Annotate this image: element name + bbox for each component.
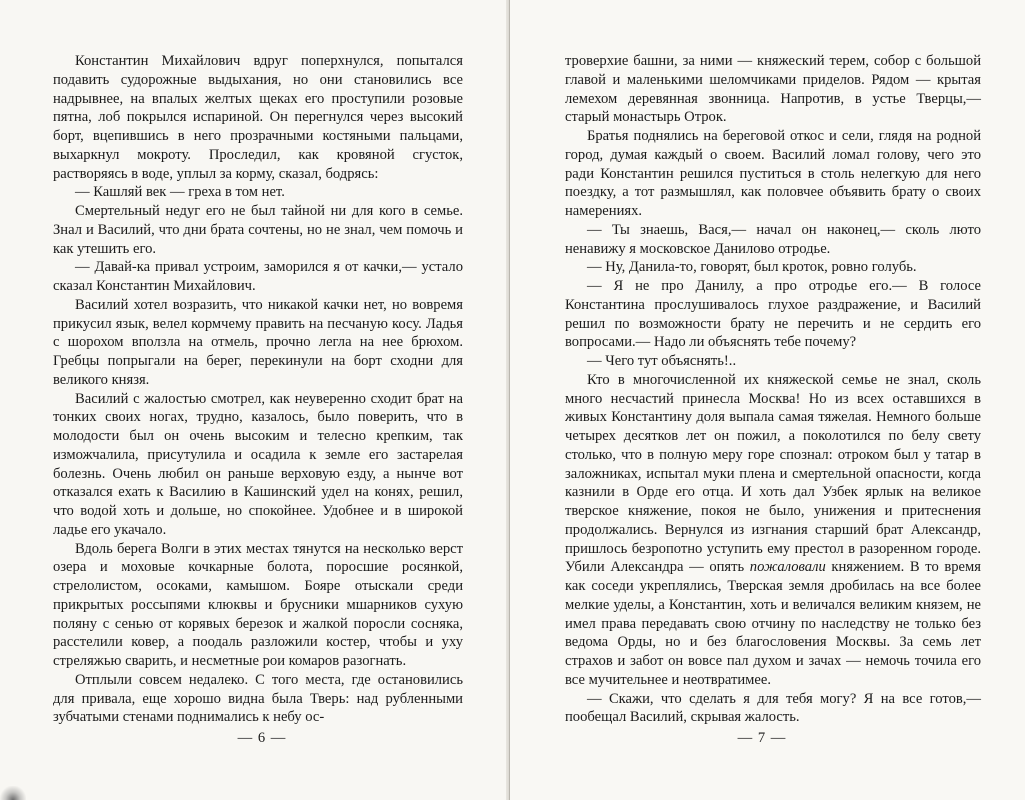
paragraph: — Скажи, что сделать я для тебя могу? Я на все готов,— пообещал Василий, скрывая жалость. bbox=[565, 690, 981, 726]
page-number-left: — 6 — bbox=[237, 730, 287, 746]
scan-smudge bbox=[0, 786, 26, 800]
left-page-text bbox=[53, 52, 463, 727]
page-number-right: — 7 — bbox=[737, 730, 787, 746]
right-page-text bbox=[565, 52, 981, 727]
paragraph: — Ну, Данила-то, говорят, был кроток, ровно голубь. bbox=[587, 259, 917, 276]
paragraph: Братья поднялись на береговой откос и сели, глядя на родной город, думая каждый о своем. Василий ломал голову, чего это ради Константин решился пуститься в столь нелегкую для него поездку, а тот размышлял, как половчее объявить брату о своих намерениях. bbox=[565, 128, 981, 219]
italic-phrase: пожаловали bbox=[749, 559, 826, 576]
paragraph: — Ты знаешь, Вася,— начал он наконец,— сколь люто ненавижу я московское Данилово отродье. bbox=[565, 221, 981, 257]
paragraph: — Давай-ка привал устроим, заморился я от качки,— устало сказал Константин Михайлович. bbox=[53, 259, 463, 294]
paragraph: Василий с жалостью смотрел, как неуверенно сходит брат на тонких своих ногах, трудно, казалось, было поверить, что в молодости был он очень высоким и телесно крепким, так изможчалила, присутулила и осадила к земле его застарелая болезнь. Очень любил он раньше верховую езду, а нынче вот отказался ехать к Василию в Кашинский удел на конях, решил, что водой хоть и дольше, но спокойнее. Удобнее и в широкой ладье его укачало. bbox=[53, 390, 463, 538]
paragraph: — Я не про Данилу, а про отродье его.— В голосе Константина прослушивалось глухое раздражение, и Василий решил по возможности брату не перечить и не сердить его вопросами.— Надо ли объяснять тебе почему? bbox=[565, 278, 981, 351]
left-page bbox=[0, 0, 510, 800]
paragraph-segment: Кто в многочисленной их княжеской семье не знал, сколь много несчастий принесла Москва! Но из всех оставшихся в живых Константину доля выпала самая тяжелая. Немного больше четырех десятков лет он пожил, а поколотился по белу свету столько, что в полную меру горе спознал: отроком был у татар в заложниках, испытал муки плена и смертельной опасности, когда казнили в Орде его отца. И хоть дал Узбек ярлык на великое тверское княжение, покоя не было, унижения и притеснения продолжались. Вернулся из изгнания старший брат Александр, пришлось безропотно уступить ему престол в разоренном городе. Убили Александра — опять bbox=[565, 371, 981, 576]
paragraph-continued: троверхие башни, за ними — княжеский терем, собор с большой главой и маленькими шеломчиками приделов. Рядом — крытая лемехом деревянная звонница. Напротив, в устье Тверцы,— старый монастырь Отрок. bbox=[565, 53, 981, 126]
right-page bbox=[510, 0, 1025, 800]
paragraph: Вдоль берега Волги в этих местах тянутся на несколько верст озера и моховые кочкарные болота, поросшие росянкой, стрелолистом, осоками, камышом. Бояре отыскали среди прикрытых россыпями клюквы и брусники мшарников сухую поляну с сенью от корявых березок и жалкой поросли сосняка, расстелили ковер, а поодаль разложили костер, чтобы и уху стреляжью сварить, и несметные рои комаров разогнать. bbox=[53, 540, 463, 669]
paragraph: Василий хотел возразить, что никакой качки нет, но вовремя прикусил язык, велел кормчему править на песчаную косу. Ладья с шорохом вползла на отмель, прочно легла на нее брюхом. Гребцы попрыгали на берег, перекинули на борт сходни для великого князя. bbox=[53, 296, 463, 388]
paragraph-segment: княжением. В то время как соседи укреплялись, Тверская земля дробилась на все более мелкие уделы, а Константин, хоть и величался великим князем, не имел права передавать свою отчину по наследству не только без ведома Орды, но и без благословения Москвы. За семь лет страхов и забот он вовсе пал духом и зачах — немочь точила его все мучительнее и неотвратимее. bbox=[565, 559, 981, 688]
paragraph: — Кашляй век — греха в том нет. bbox=[75, 184, 285, 201]
paragraph: — Чего тут объяснять!.. bbox=[587, 353, 737, 369]
paragraph: Смертельный недуг его не был тайной ни для кого в семье. Знал и Василий, что дни брата сочтены, но не знал, чем помочь и как утешить его. bbox=[53, 203, 463, 257]
paragraph bbox=[565, 371, 981, 690]
paragraph: Отплыли совсем недалеко. С того места, где остановились для привала, еще хорошо видна была Тверь: над рубленными зубчатыми стенами поднимались к небу ос- bbox=[53, 671, 463, 726]
paragraph: Константин Михайлович вдруг поперхнулся, попытался подавить судорожные выдыхания, но они становились все надрывнее, на впалых желтых щеках его проступили розовые пятна, лоб покрылся испариной. Он перегнулся через высокий борт, вцепившись в него прозрачными костяными пальцами, выхаркнул мокроту. Проследил, как кровяной сгусток, растворяясь в воде, уплыл за корму, сказал, бодрясь: bbox=[53, 53, 463, 182]
